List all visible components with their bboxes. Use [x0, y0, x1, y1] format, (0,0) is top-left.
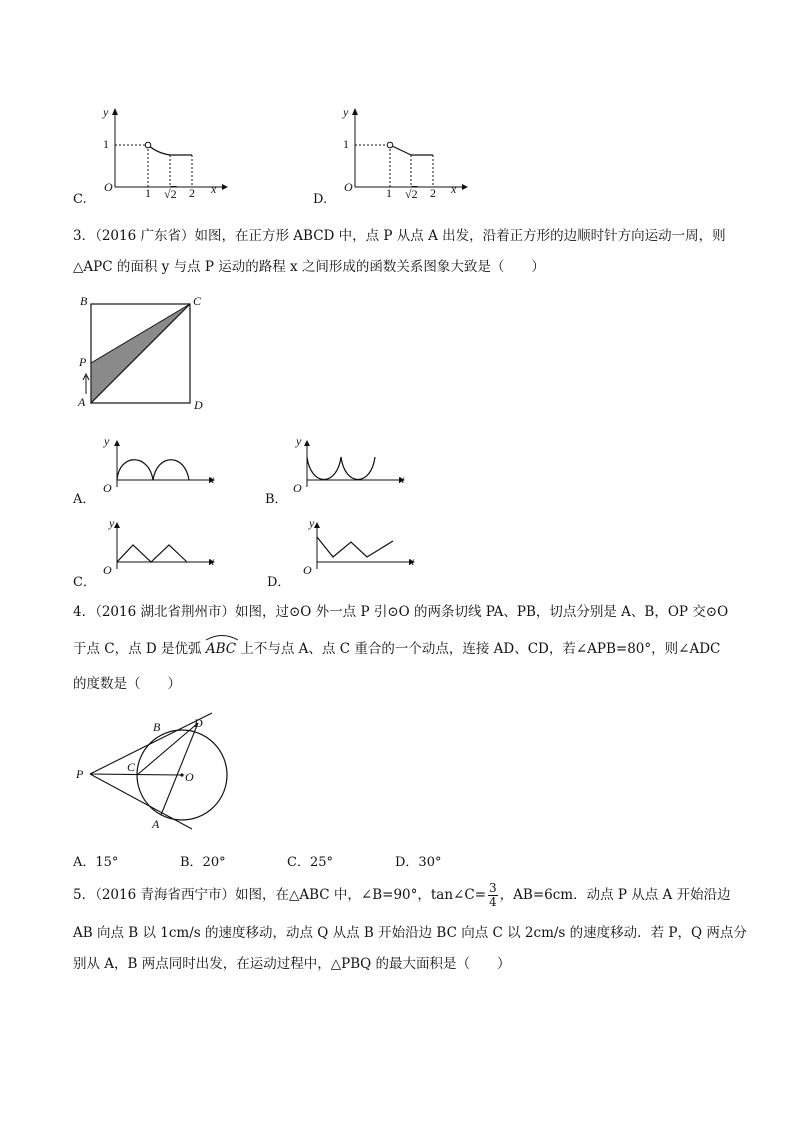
q3-option-b[interactable]: B． — [265, 492, 288, 507]
q3-option-d[interactable]: D． — [267, 575, 291, 590]
c-axis-x: x — [211, 182, 217, 196]
c-tick-1: 1 — [145, 186, 151, 200]
q5-line2: AB 向点 B 以 1cm/s 的速度移动，动点 Q 从点 B 开始沿边 BC 向点 C 以 2cm/s 的速度移动．若 P，Q 两点分 — [73, 925, 747, 941]
q3-option-a[interactable]: A． — [73, 492, 96, 507]
q3-graph-b — [285, 435, 410, 495]
d-tick-1: 1 — [386, 186, 392, 200]
c-axis-y: y — [103, 105, 109, 119]
q3-label-p: P — [79, 355, 87, 369]
q3d-origin: O — [303, 563, 312, 577]
graph-option-d — [335, 105, 470, 200]
q4-label-b: B — [153, 720, 161, 734]
q4-label-d: D — [194, 716, 203, 730]
q4-arc-abc — [206, 641, 236, 657]
q3c-axis-x: x — [209, 554, 215, 568]
q3c-axis-y: y — [109, 516, 115, 530]
d-origin: O — [344, 180, 353, 194]
q4-option-d[interactable]: D．30° — [395, 855, 442, 870]
q3c-origin: O — [103, 563, 112, 577]
c-tick-sqrt2-value: 2 — [170, 187, 177, 201]
c-origin: O — [104, 180, 113, 194]
c-tick-2: 2 — [189, 186, 195, 200]
q5-line1 — [73, 880, 731, 910]
q3-label-b: B — [80, 294, 88, 308]
q4-label-o: O — [185, 770, 194, 784]
q4-line1: 4．（2016 湖北省荆州市）如图，过⊙O 外一点 P 引⊙O 的两条切线 PA、PB，切点分别是 A、B，OP 交⊙O — [73, 604, 729, 620]
c-tick-sqrt2: √2 — [164, 187, 177, 201]
option-c-label[interactable]: C. — [73, 192, 87, 207]
q3-graph-a — [95, 435, 220, 495]
q5-fraction — [488, 882, 498, 909]
graph-option-c — [95, 105, 230, 200]
q4-line2 — [73, 641, 720, 657]
q5-line3: 别从 A，B 两点同时出发，在运动过程中，△PBQ 的最大面积是（ ） — [73, 956, 511, 972]
q4-option-c[interactable]: C．25° — [287, 855, 333, 870]
d-axis-x: x — [451, 182, 457, 196]
c-tick-1-y: 1 — [103, 137, 109, 151]
q3-label-c: C — [193, 294, 202, 308]
q4-line2-part-b: 上不与点 A、点 C 重合的一个动点，连接 AD、CD，若∠APB=80°，则∠ADC — [240, 641, 721, 657]
d-tick-1-y: 1 — [343, 137, 349, 151]
q4-line2-part-a: 于点 C，点 D 是优弧 — [73, 641, 202, 657]
q5-line1-part-a: 5．（2016 青海省西宁市）如图，在△ABC 中，∠B=90°，tan∠C= — [73, 887, 487, 903]
q5-frac-den: 4 — [489, 895, 497, 909]
q5-line1-part-b: ，AB=6cm．动点 P 从点 A 开始沿边 — [499, 887, 731, 903]
q4-label-c: C — [127, 760, 136, 774]
q3-label-d: D — [194, 398, 203, 412]
q4-line3: 的度数是（ ） — [73, 676, 181, 692]
q3-option-c[interactable]: C． — [73, 575, 96, 590]
q3a-axis-x: x — [209, 472, 215, 486]
q4-arc-abc-text: ABC — [205, 641, 237, 657]
q3a-origin: O — [103, 481, 112, 495]
q4-option-a[interactable]: A．15° — [73, 855, 119, 870]
q4-label-p: P — [76, 767, 84, 781]
q3d-axis-y: y — [309, 516, 315, 530]
q3b-axis-x: x — [399, 472, 405, 486]
option-d-label[interactable]: D. — [313, 192, 328, 207]
q3-line1: 3．（2016 广东省）如图，在正方形 ABCD 中，点 P 从点 A 出发，沿着正方形的边顺时针方向运动一周，则 — [73, 228, 726, 244]
q3b-origin: O — [293, 481, 302, 495]
q3a-axis-y: y — [104, 434, 110, 448]
d-tick-sqrt2: √2 — [405, 187, 418, 201]
q5-frac-num: 3 — [489, 881, 497, 895]
q3b-axis-y: y — [296, 434, 302, 448]
q4-option-b[interactable]: B．20° — [180, 855, 226, 870]
d-tick-sqrt2-value: 2 — [411, 187, 418, 201]
d-tick-2: 2 — [430, 186, 436, 200]
q3-line2: △APC 的面积 y 与点 P 运动的路程 x 之间形成的函数关系图象大致是（ ） — [73, 259, 545, 275]
q3d-axis-x: x — [409, 554, 415, 568]
q4-label-a: A — [152, 817, 160, 831]
d-axis-y: y — [343, 105, 349, 119]
q3-label-a: A — [78, 395, 86, 409]
